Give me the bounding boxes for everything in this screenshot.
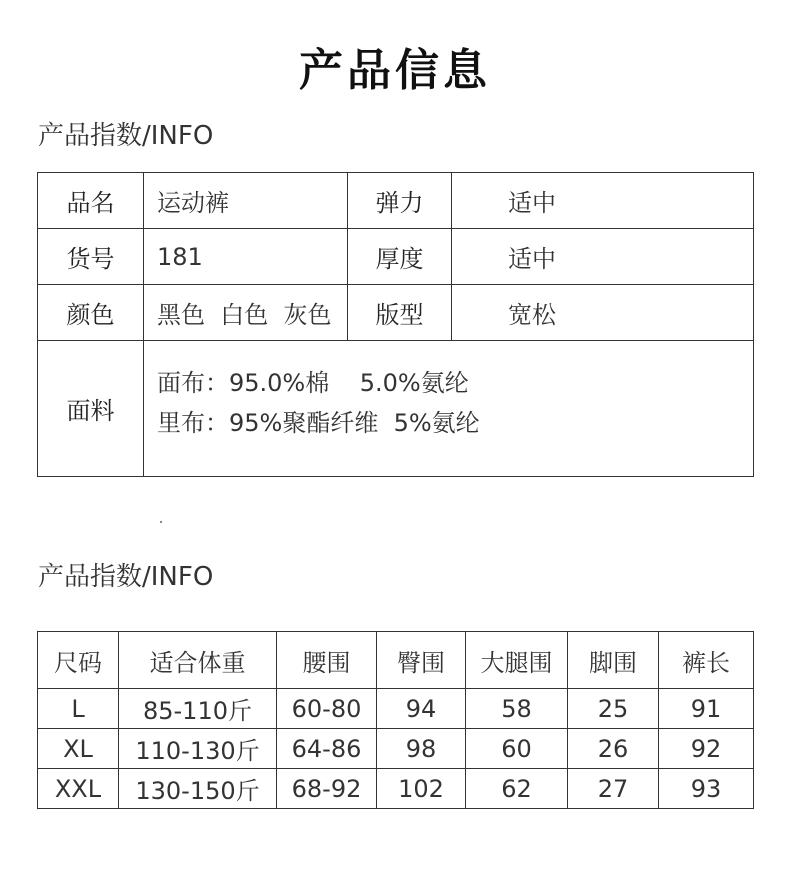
size-header-row: [38, 632, 754, 689]
fabric-label: 面料: [38, 341, 144, 477]
thigh-cell: 58: [466, 689, 568, 729]
hem-cell: 26: [568, 729, 659, 769]
length-cell: 92: [659, 729, 754, 769]
info-row-color: [38, 285, 754, 341]
info-value: 宽松: [452, 285, 754, 341]
info-label: 弹力: [348, 173, 452, 229]
size-chart-table: [37, 631, 754, 809]
header-cell: 大腿围: [466, 632, 568, 689]
weight-cell: 85-110斤: [119, 689, 277, 729]
size-row-l: [38, 689, 754, 729]
length-cell: 93: [659, 769, 754, 809]
size-section-heading: 产品指数/INFO: [38, 562, 214, 592]
info-label: 厚度: [348, 229, 452, 285]
waist-cell: 60-80: [277, 689, 377, 729]
size-row-xxl: [38, 769, 754, 809]
hip-cell: 98: [377, 729, 466, 769]
info-label: 版型: [348, 285, 452, 341]
info-value: 适中: [452, 173, 754, 229]
product-info-table: [37, 172, 754, 477]
stray-dot: [160, 521, 162, 523]
info-value: 适中: [452, 229, 754, 285]
info-label: 货号: [38, 229, 144, 285]
fabric-line-outer: 面布：95.0%棉 5.0%氨纶: [157, 369, 469, 397]
size-cell: XL: [38, 729, 119, 769]
size-cell: XXL: [38, 769, 119, 809]
header-cell: 适合体重: [119, 632, 277, 689]
header-cell: 脚围: [568, 632, 659, 689]
page-title: 产品信息: [299, 45, 491, 96]
size-cell: L: [38, 689, 119, 729]
thigh-cell: 60: [466, 729, 568, 769]
header-cell: 裤长: [659, 632, 754, 689]
info-row-item-number: [38, 229, 754, 285]
waist-cell: 68-92: [277, 769, 377, 809]
hem-cell: 27: [568, 769, 659, 809]
fabric-value: [144, 341, 754, 477]
hem-cell: 25: [568, 689, 659, 729]
header-cell: 尺码: [38, 632, 119, 689]
info-label: 品名: [38, 173, 144, 229]
info-row-fabric: [38, 341, 754, 477]
hip-cell: 94: [377, 689, 466, 729]
waist-cell: 64-86: [277, 729, 377, 769]
weight-cell: 110-130斤: [119, 729, 277, 769]
thigh-cell: 62: [466, 769, 568, 809]
info-row-name: [38, 173, 754, 229]
size-row-xl: [38, 729, 754, 769]
info-value: 运动裤: [144, 173, 348, 229]
hip-cell: 102: [377, 769, 466, 809]
fabric-line-lining: 里布：95%聚酯纤维 5%氨纶: [157, 409, 480, 437]
weight-cell: 130-150斤: [119, 769, 277, 809]
info-value: 黑色 白色 灰色: [144, 285, 348, 341]
info-section-heading: 产品指数/INFO: [38, 121, 214, 151]
header-cell: 臀围: [377, 632, 466, 689]
info-label: 颜色: [38, 285, 144, 341]
length-cell: 91: [659, 689, 754, 729]
info-value: 181: [144, 229, 348, 285]
header-cell: 腰围: [277, 632, 377, 689]
